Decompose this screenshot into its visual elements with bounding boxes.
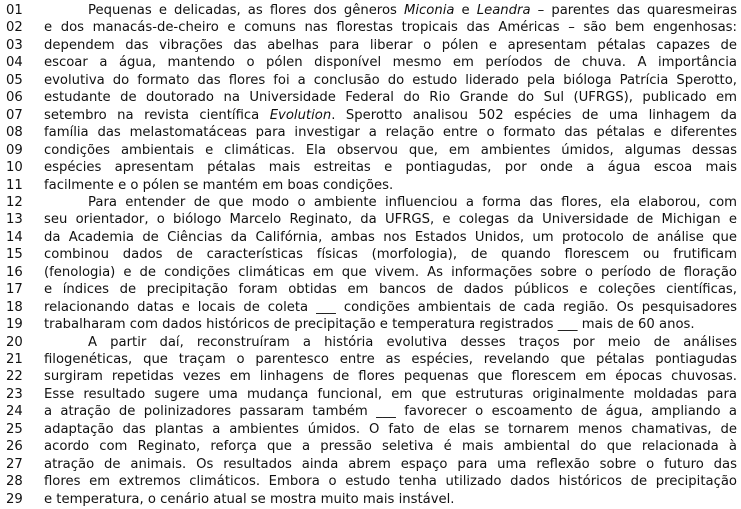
line-text: e temperatura, o cenário atual se mostra muito mais instável.	[44, 491, 455, 507]
text-line	[0, 89, 741, 106]
text-line	[0, 142, 741, 159]
text-line	[0, 19, 741, 36]
line-number: 22	[6, 369, 23, 385]
line-text: setembro na revista científica Evolution. Sperotto analisou 502 espécies de uma linhagem da	[44, 107, 737, 123]
text-line	[0, 194, 741, 211]
line-text: dependem das vibrações das abelhas para liberar o pólen e apresentam pétalas capazes de	[44, 37, 737, 53]
line-number: 28	[6, 474, 23, 490]
line-text: acordo com Reginato, reforça que a pressão seletiva é mais ambiental do que relacionada à	[44, 439, 737, 455]
text-line	[0, 299, 741, 316]
line-text: A partir daí, reconstruíram a história evolutiva desses traços por meio de análises	[88, 334, 737, 350]
text-line	[0, 351, 741, 368]
text-line	[0, 316, 741, 333]
line-number: 25	[6, 421, 23, 437]
line-text: espécies apresentam pétalas mais estreitas e pontiagudas, por onde a água escoa mais	[44, 160, 737, 176]
text-line	[0, 386, 741, 403]
line-number: 20	[6, 334, 23, 350]
line-text: adaptação das plantas a ambientes úmidos. O fato de elas se tornarem menos chamativas, de	[44, 421, 737, 437]
line-text: estudante de doutorado na Universidade Federal do Rio Grande do Sul (UFRGS), publicado em	[44, 90, 737, 106]
text-line	[0, 72, 741, 89]
line-text: (fenologia) e de condições climáticas em que vivem. As informações sobre o período de floração	[44, 264, 737, 280]
line-number: 18	[6, 299, 23, 315]
line-number: 24	[6, 404, 23, 420]
text-line	[0, 491, 741, 508]
text-line	[0, 403, 741, 420]
line-number: 26	[6, 439, 23, 455]
text-line	[0, 334, 741, 351]
line-number: 23	[6, 386, 23, 402]
line-text: a atração de polinizadores passaram também ___ favorecer o escoamento de água, ampliando a	[44, 404, 737, 420]
line-text: Esse resultado sugere uma mudança funcional, em que estruturas originalmente moldadas para	[44, 386, 737, 402]
text-line	[0, 37, 741, 54]
text-line	[0, 229, 741, 246]
line-text: condições ambientais e climáticas. Ela observou que, em ambientes úmidos, algumas dessas	[44, 142, 737, 158]
line-text: seu orientador, o biólogo Marcelo Reginato, da UFRGS, e colegas da Universidade de Michigan e	[44, 212, 737, 228]
line-text: e dos manacás-de-cheiro e comuns nas florestas tropicais das Américas – são bem engenhosas:	[44, 20, 737, 36]
text-line	[0, 368, 741, 385]
line-text: relacionando datas e locais de coleta ___ condições ambientais de cada região. Os pesquisadores	[44, 299, 737, 315]
line-number: 21	[6, 352, 23, 367]
line-text: filogenéticas, que traçam o parentesco entre as espécies, revelando que pétalas pontiagudas	[44, 352, 737, 367]
line-number: 05	[6, 72, 23, 88]
line-number: 02	[6, 20, 23, 36]
line-number: 13	[6, 212, 23, 228]
line-number: 08	[6, 125, 23, 141]
text-line	[0, 281, 741, 298]
text-line	[0, 421, 741, 438]
line-number: 06	[6, 90, 23, 106]
text-line	[0, 456, 741, 473]
line-number: 12	[6, 194, 23, 210]
line-number: 15	[6, 247, 23, 263]
line-number: 19	[6, 317, 23, 333]
text-line	[0, 2, 741, 19]
line-number: 01	[6, 3, 23, 18]
text-line	[0, 159, 741, 176]
line-text: surgiram repetidas vezes em linhagens de flores pequenas que florescem em épocas chuvosas.	[44, 369, 737, 385]
line-text: evolutiva do formato das flores foi a conclusão do estudo liderado pela bióloga Patrícia Sperotto,	[44, 72, 737, 88]
line-text: Para entender de que modo o ambiente influenciou a forma das flores, ela elaborou, com	[88, 194, 737, 210]
text-line	[0, 473, 741, 490]
line-text: flores em extremos climáticos. Embora o estudo tenha utilizado dados históricos de precipitação	[44, 474, 737, 490]
text-line	[0, 211, 741, 228]
line-number: 03	[6, 37, 23, 53]
line-number: 14	[6, 229, 23, 245]
line-text: facilmente e o pólen se mantém em boas condições.	[44, 177, 394, 193]
line-text: atração de animais. Os resultados ainda abrem espaço para uma reflexão sobre o futuro das	[44, 456, 737, 472]
line-number: 07	[6, 107, 23, 123]
line-text: família das melastomatáceas para investigar a relação entre o formato das pétalas e diferentes	[44, 125, 737, 141]
line-number: 27	[6, 456, 23, 472]
line-number: 04	[6, 55, 23, 71]
line-number: 11	[6, 177, 23, 193]
line-number: 10	[6, 160, 23, 176]
line-text: trabalharam com dados históricos de precipitação e temperatura registrados ___ mais de 60 anos.	[44, 317, 695, 333]
line-number: 29	[6, 491, 23, 507]
text-line	[0, 264, 741, 281]
text-line	[0, 54, 741, 71]
text-line	[0, 438, 741, 455]
line-number: 17	[6, 282, 23, 298]
line-text: combinou dados de características físicas (morfologia), de quando florescem ou frutificam	[44, 247, 737, 263]
text-line	[0, 124, 741, 141]
text-line	[0, 177, 741, 194]
line-number: 16	[6, 264, 23, 280]
line-text: da Academia de Ciências da Califórnia, ambas nos Estados Unidos, um protocolo de análise que	[44, 229, 737, 245]
line-text: Pequenas e delicadas, as flores dos gêneros Miconia e Leandra – parentes das quaresmeiras	[88, 3, 737, 18]
line-text: e índices de precipitação foram obtidas em bancos de dados públicos e coleções científicas,	[44, 282, 737, 298]
text-line	[0, 107, 741, 124]
line-text: escoar a água, mantendo o pólen disponível mesmo em períodos de chuva. A importância	[44, 55, 737, 71]
line-number: 09	[6, 142, 23, 158]
text-line	[0, 246, 741, 263]
